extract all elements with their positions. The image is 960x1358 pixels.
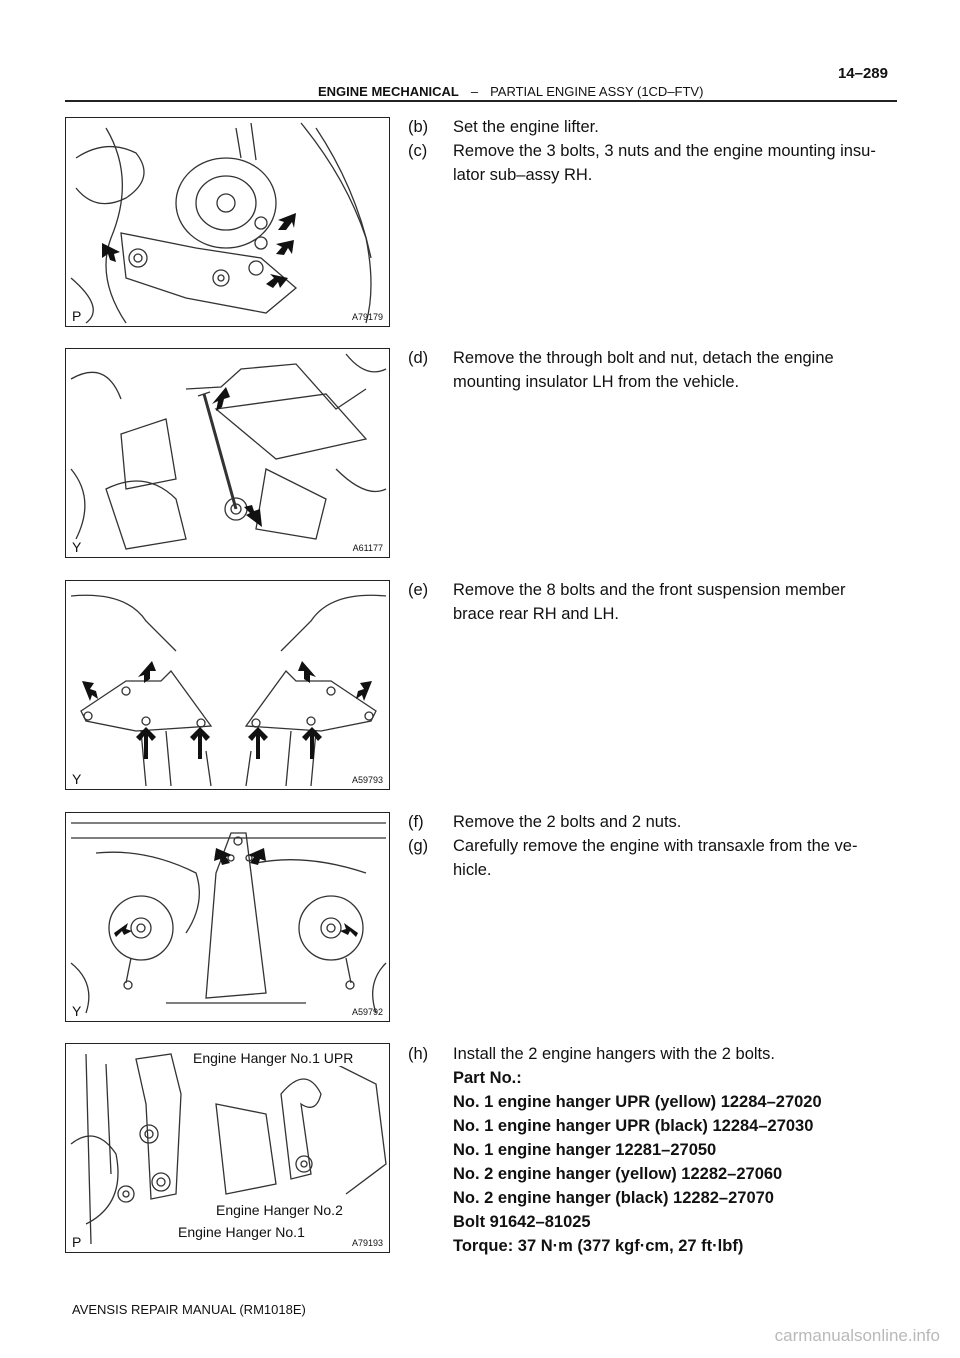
figure-engine-hangers-drawing — [66, 1044, 390, 1253]
step-f — [408, 810, 898, 834]
step-text-line: Carefully remove the engine with transaxle from the ve- — [453, 837, 858, 855]
step-label: (f) — [408, 813, 424, 831]
figure-suspension-brace-drawing — [66, 581, 390, 790]
step-text: Install the 2 engine hangers with the 2 bolts. — [453, 1045, 775, 1063]
step-text — [453, 139, 898, 187]
figure-code: A79193 — [351, 1238, 383, 1248]
page-header — [0, 0, 960, 110]
step-text-line: Remove the 8 bolts and the front suspension member — [453, 581, 846, 599]
figure-suspension-brace — [65, 580, 390, 790]
section-title — [318, 84, 703, 99]
parts-item: No. 1 engine hanger 12281–27050 — [453, 1141, 717, 1159]
parts-heading: Part No.: — [453, 1069, 522, 1087]
page-number: 14–289 — [837, 65, 888, 82]
step-text — [453, 834, 898, 882]
manual-footer: AVENSIS REPAIR MANUAL (RM1018E) — [72, 1302, 306, 1317]
step-text-line: lator sub–assy RH. — [453, 166, 593, 184]
step-e — [408, 578, 898, 626]
figure-engine-mount-rh-drawing — [66, 118, 390, 327]
figure-letter: Y — [72, 771, 82, 787]
step-label: (c) — [408, 142, 428, 160]
watermark: carmanualsonline.info — [774, 1326, 940, 1345]
step-text-line: hicle. — [453, 861, 492, 879]
step-d — [408, 346, 898, 394]
callout-engine-hanger-no2: Engine Hanger No.2 — [216, 1202, 343, 1218]
parts-item: Bolt 91642–81025 — [453, 1213, 591, 1231]
figure-letter: Y — [72, 539, 82, 555]
figure-engine-removal — [65, 812, 390, 1022]
figure-engine-mount-lh-drawing — [66, 349, 390, 558]
step-label: (e) — [408, 581, 429, 599]
subsection-name: PARTIAL ENGINE ASSY (1CD–FTV) — [490, 84, 704, 99]
step-label: (h) — [408, 1045, 429, 1063]
figure-engine-mount-lh — [65, 348, 390, 558]
step-text-line: brace rear RH and LH. — [453, 605, 619, 623]
parts-item: No. 2 engine hanger (yellow) 12282–27060 — [453, 1165, 783, 1183]
step-b — [408, 115, 898, 139]
callout-engine-hanger-no1: Engine Hanger No.1 — [178, 1224, 305, 1240]
figure-letter: P — [72, 308, 82, 324]
parts-list — [453, 1066, 822, 1258]
parts-item: No. 1 engine hanger UPR (black) 12284–27030 — [453, 1117, 814, 1135]
callout-engine-hanger-no1-upr: Engine Hanger No.1 UPR — [193, 1050, 354, 1066]
step-c — [408, 139, 898, 187]
step-label: (g) — [408, 837, 429, 855]
figure-code: A59792 — [351, 1007, 383, 1017]
figure-engine-mount-rh — [65, 117, 390, 327]
figure-code: A61177 — [352, 543, 383, 553]
section-separator: – — [470, 84, 479, 99]
figure-letter: Y — [72, 1003, 82, 1019]
step-text-line: Remove the 3 bolts, 3 nuts and the engine mounting insu- — [453, 142, 876, 160]
step-text — [453, 578, 898, 626]
figure-engine-hangers — [65, 1043, 390, 1253]
header-rule — [65, 100, 897, 102]
figure-code: A59793 — [351, 775, 383, 785]
parts-item: No. 1 engine hanger UPR (yellow) 12284–27020 — [453, 1093, 822, 1111]
step-text: Set the engine lifter. — [453, 118, 599, 136]
figure-engine-removal-drawing — [66, 813, 390, 1022]
parts-item: No. 2 engine hanger (black) 12282–27070 — [453, 1189, 774, 1207]
step-text-line: mounting insulator LH from the vehicle. — [453, 373, 740, 391]
torque-spec: Torque: 37 N·m (377 kgf·cm, 27 ft·lbf) — [453, 1237, 744, 1255]
step-text: Remove the 2 bolts and 2 nuts. — [453, 813, 682, 831]
step-g — [408, 834, 898, 882]
step-text — [453, 346, 898, 394]
step-label: (b) — [408, 118, 429, 136]
figure-code: A79179 — [351, 312, 383, 322]
step-label: (d) — [408, 349, 429, 367]
step-text-line: Remove the through bolt and nut, detach the engine — [453, 349, 834, 367]
figure-letter: P — [72, 1234, 82, 1250]
step-h — [408, 1042, 898, 1066]
section-name: ENGINE MECHANICAL — [318, 84, 459, 99]
